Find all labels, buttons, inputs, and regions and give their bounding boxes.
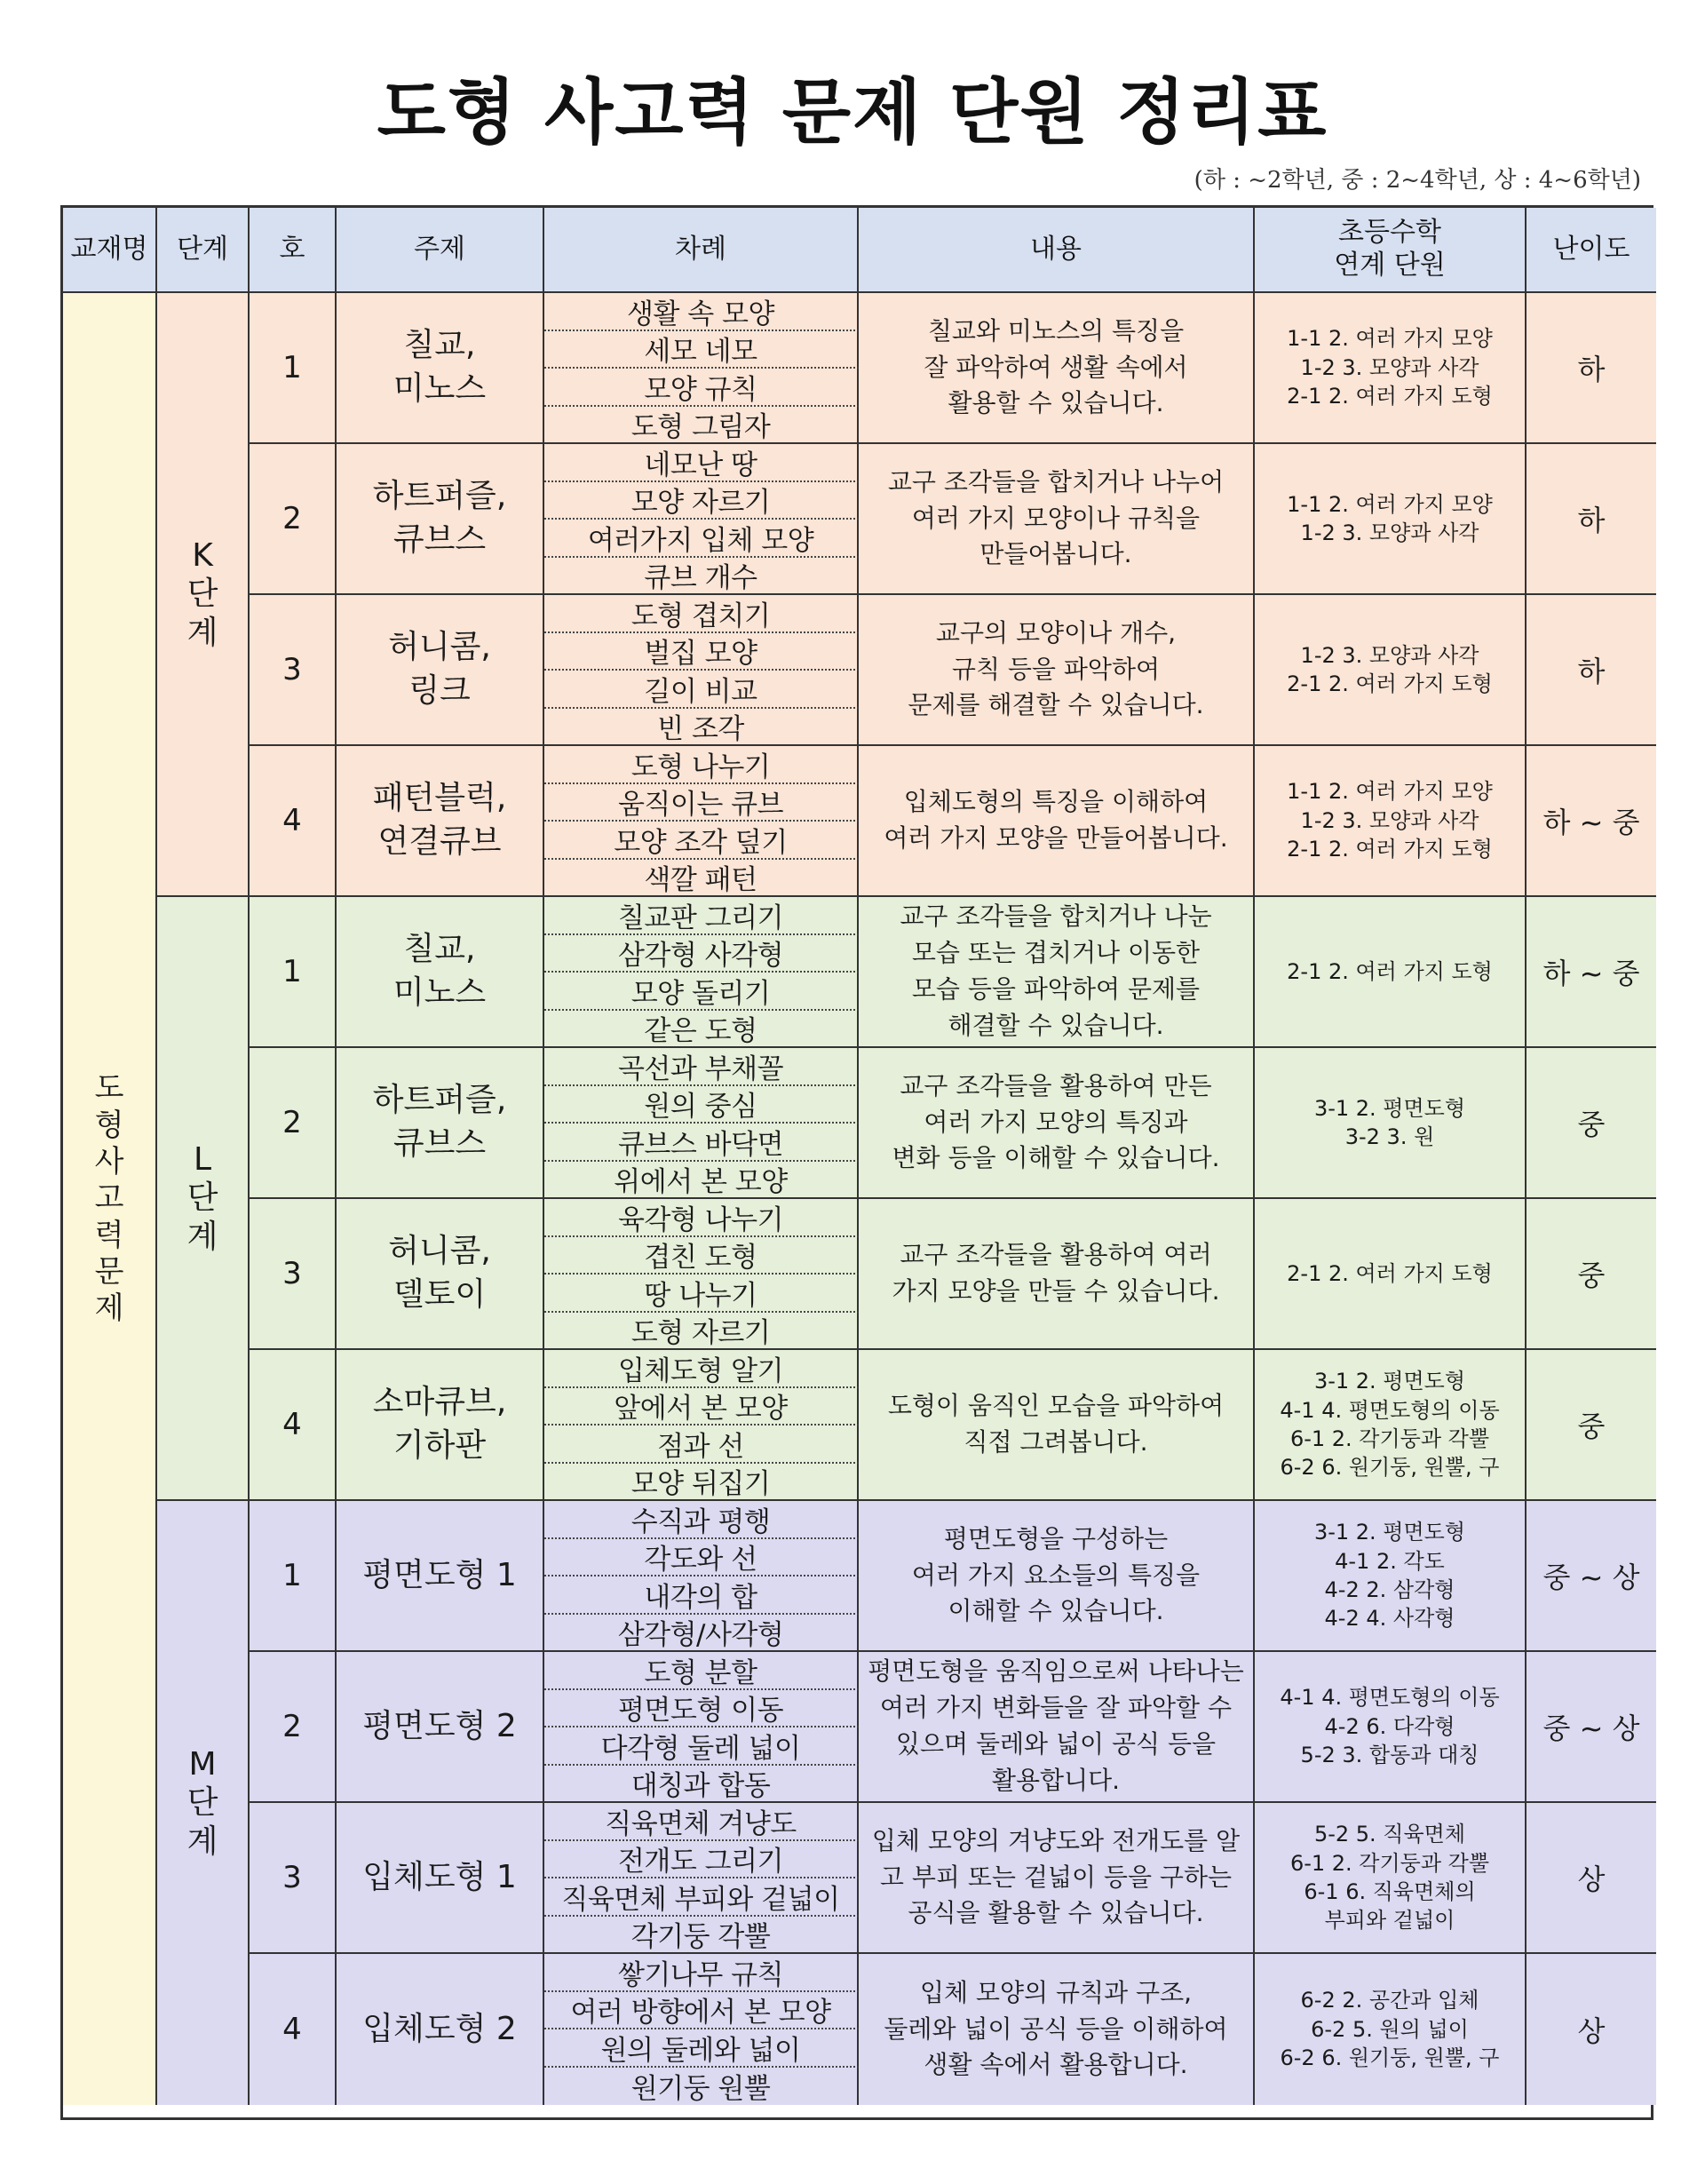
contents-item: 원기둥 원뿔	[544, 2068, 859, 2106]
issue-number: 1	[250, 897, 337, 1048]
difficulty-cell: 중	[1527, 1199, 1656, 1350]
issue-number: 3	[250, 1803, 337, 1954]
header-stage: 단계	[157, 208, 250, 293]
contents-item: 곡선과 부채꼴	[544, 1048, 859, 1086]
issue-number: 4	[250, 1954, 337, 2105]
contents-item: 색깔 패턴	[544, 860, 859, 898]
contents-item: 모양 규칙	[544, 369, 859, 407]
book-name-char: 문	[94, 1254, 124, 1291]
stage-label-char: 단	[186, 576, 218, 613]
contents-item: 네모난 땅	[544, 444, 859, 482]
stage-label-char: 계	[186, 614, 218, 651]
topic-cell: 칠교, 미노스	[337, 897, 544, 1048]
topic-cell: 칠교, 미노스	[337, 293, 544, 444]
contents-item: 길이 비교	[544, 671, 859, 709]
issue-number: 4	[250, 1350, 337, 1501]
contents-item: 앞에서 본 모양	[544, 1388, 859, 1426]
stage-label-char: M	[188, 1745, 217, 1783]
issue-number: 4	[250, 746, 337, 897]
topic-cell: 패턴블럭, 연결큐브	[337, 746, 544, 897]
contents-item: 직육면체 겨냥도	[544, 1803, 859, 1841]
linked-units-cell: 2-1 2. 여러 가지 도형	[1255, 897, 1527, 1048]
contents-item: 평면도형 이동	[544, 1690, 859, 1728]
description-cell: 입체 모양의 겨냥도와 전개도를 알 고 부피 또는 겉넓이 등을 구하는 공식을 활용할 수 있습니다.	[859, 1803, 1255, 1954]
contents-item: 생활 속 모양	[544, 293, 859, 331]
book-name-char: 제	[94, 1291, 124, 1327]
linked-units-cell: 1-1 2. 여러 가지 모양 1-2 3. 모양과 사각	[1255, 444, 1527, 595]
contents-item: 모양 자르기	[544, 482, 859, 520]
book-name-char: 형	[94, 1107, 124, 1143]
contents-item: 각도와 선	[544, 1539, 859, 1577]
description-cell: 입체도형의 특징을 이해하여 여러 가지 모양을 만들어봅니다.	[859, 746, 1255, 897]
difficulty-cell: 상	[1527, 1803, 1656, 1954]
description-cell: 교구 조각들을 활용하여 만든 여러 가지 모양의 특징과 변화 등을 이해할 수 있습니다.	[859, 1048, 1255, 1199]
book-name-char: 력	[94, 1217, 124, 1253]
linked-units-cell: 2-1 2. 여러 가지 도형	[1255, 1199, 1527, 1350]
header-number: 호	[250, 208, 337, 293]
header-topic: 주제	[337, 208, 544, 293]
linked-units-cell: 1-1 2. 여러 가지 모양 1-2 3. 모양과 사각 2-1 2. 여러 가지 도형	[1255, 293, 1527, 444]
difficulty-cell: 하	[1527, 595, 1656, 746]
difficulty-cell: 하 ~ 중	[1527, 746, 1656, 897]
header-contents: 차례	[544, 208, 859, 293]
linked-units-cell: 3-1 2. 평면도형 4-1 2. 각도 4-2 2. 삼각형 4-2 4. 사각형	[1255, 1501, 1527, 1652]
contents-item: 입체도형 알기	[544, 1350, 859, 1388]
issue-number: 2	[250, 1652, 337, 1803]
contents-item: 원의 둘레와 넓이	[544, 2029, 859, 2068]
contents-item: 점과 선	[544, 1426, 859, 1464]
header-book: 교재명	[63, 208, 157, 293]
contents-item: 내각의 합	[544, 1576, 859, 1615]
topic-cell: 입체도형 1	[337, 1803, 544, 1954]
difficulty-cell: 중	[1527, 1048, 1656, 1199]
difficulty-cell: 하 ~ 중	[1527, 897, 1656, 1048]
stage-label-char: L	[193, 1140, 212, 1178]
description-cell: 입체 모양의 규칙과 구조, 둘레와 넓이 공식 등을 이해하여 생활 속에서 활용합니다.	[859, 1954, 1255, 2105]
contents-item: 전개도 그리기	[544, 1841, 859, 1879]
description-cell: 교구 조각들을 합치거나 나누어 여러 가지 모양이나 규칙을 만들어봅니다.	[859, 444, 1255, 595]
stage-label-char: K	[192, 536, 213, 574]
issue-number: 1	[250, 1501, 337, 1652]
linked-units-cell: 4-1 4. 평면도형의 이동 4-2 6. 다각형 5-2 3. 합동과 대칭	[1255, 1652, 1527, 1803]
linked-units-cell: 3-1 2. 평면도형 3-2 3. 원	[1255, 1048, 1527, 1199]
header-units: 초등수학 연계 단원	[1255, 208, 1527, 293]
contents-item: 삼각형/사각형	[544, 1615, 859, 1653]
stage-label-char: 단	[186, 1179, 218, 1217]
difficulty-legend: (하 : ~2학년, 중 : 2~4학년, 상 : 4~6학년)	[1194, 167, 1641, 194]
contents-item: 같은 도형	[544, 1011, 859, 1049]
contents-item: 겹친 도형	[544, 1237, 859, 1275]
topic-cell: 하트퍼즐, 큐브스	[337, 444, 544, 595]
contents-item: 큐브 개수	[544, 558, 859, 596]
description-cell: 칠교와 미노스의 특징을 잘 파악하여 생활 속에서 활용할 수 있습니다.	[859, 293, 1255, 444]
contents-item: 직육면체 부피와 겉넓이	[544, 1878, 859, 1917]
contents-item: 삼각형 사각형	[544, 935, 859, 973]
contents-item: 도형 겹치기	[544, 595, 859, 633]
difficulty-cell: 중 ~ 상	[1527, 1652, 1656, 1803]
contents-item: 세모 네모	[544, 331, 859, 369]
topic-cell: 하트퍼즐, 큐브스	[337, 1048, 544, 1199]
contents-item: 여러 방향에서 본 모양	[544, 1992, 859, 2030]
contents-item: 각기둥 각뿔	[544, 1917, 859, 1955]
contents-item: 수직과 평행	[544, 1501, 859, 1539]
page-title: 도형 사고력 문제 단원 정리표	[377, 71, 1328, 154]
topic-cell: 허니콤, 델토이	[337, 1199, 544, 1350]
topic-cell: 소마큐브, 기하판	[337, 1350, 544, 1501]
issue-number: 3	[250, 595, 337, 746]
contents-item: 쌓기나무 규칙	[544, 1954, 859, 1992]
contents-item: 움직이는 큐브	[544, 784, 859, 822]
stage-label-char: 계	[186, 1218, 218, 1255]
stage-label-char: 단	[186, 1784, 218, 1822]
stage-cell	[157, 897, 250, 1501]
contents-item: 칠교판 그리기	[544, 897, 859, 935]
contents-item: 원의 중심	[544, 1086, 859, 1124]
stage-cell	[157, 1501, 250, 2105]
contents-item: 위에서 본 모양	[544, 1162, 859, 1200]
contents-item: 다각형 둘레 넓이	[544, 1727, 859, 1766]
difficulty-cell: 중	[1527, 1350, 1656, 1501]
header-description: 내용	[859, 208, 1255, 293]
linked-units-cell: 1-1 2. 여러 가지 모양 1-2 3. 모양과 사각 2-1 2. 여러 가지 도형	[1255, 746, 1527, 897]
difficulty-cell: 중 ~ 상	[1527, 1501, 1656, 1652]
stage-label-char: 계	[186, 1823, 218, 1860]
description-cell: 도형이 움직인 모습을 파악하여 직접 그려봅니다.	[859, 1350, 1255, 1501]
issue-number: 1	[250, 293, 337, 444]
topic-cell: 입체도형 2	[337, 1954, 544, 2105]
contents-item: 큐브스 바닥면	[544, 1124, 859, 1162]
contents-item: 도형 나누기	[544, 746, 859, 784]
contents-item: 빈 조각	[544, 709, 859, 747]
topic-cell: 허니콤, 링크	[337, 595, 544, 746]
description-cell: 교구의 모양이나 개수, 규칙 등을 파악하여 문제를 해결할 수 있습니다.	[859, 595, 1255, 746]
contents-item: 벌집 모양	[544, 633, 859, 671]
topic-cell: 평면도형 1	[337, 1501, 544, 1652]
description-cell: 평면도형을 움직임으로써 나타나는 여러 가지 변화들을 잘 파악할 수 있으며 둘레와 넓이 공식 등을 활용합니다.	[859, 1652, 1255, 1803]
book-name-char: 사	[94, 1143, 124, 1179]
description-cell: 교구 조각들을 합치거나 나눈 모습 또는 겹치거나 이동한 모습 등을 파악하여 문제를 해결할 수 있습니다.	[859, 897, 1255, 1048]
issue-number: 3	[250, 1199, 337, 1350]
linked-units-cell: 5-2 5. 직육면체 6-1 2. 각기둥과 각뿔 6-1 6. 직육면체의 부피와 겉넓이	[1255, 1803, 1527, 1954]
difficulty-cell: 상	[1527, 1954, 1656, 2105]
contents-item: 모양 조각 덮기	[544, 822, 859, 860]
contents-item: 도형 그림자	[544, 407, 859, 445]
contents-item: 모양 뒤집기	[544, 1464, 859, 1502]
issue-number: 2	[250, 1048, 337, 1199]
book-name-cell	[63, 293, 157, 2105]
topic-cell: 평면도형 2	[337, 1652, 544, 1803]
linked-units-cell: 1-2 3. 모양과 사각 2-1 2. 여러 가지 도형	[1255, 595, 1527, 746]
contents-item: 도형 자르기	[544, 1313, 859, 1351]
contents-item: 모양 돌리기	[544, 973, 859, 1011]
description-cell: 교구 조각들을 활용하여 여러 가지 모양을 만들 수 있습니다.	[859, 1199, 1255, 1350]
issue-number: 2	[250, 444, 337, 595]
curriculum-table	[60, 205, 1653, 2120]
contents-item: 도형 분할	[544, 1652, 859, 1690]
contents-item: 육각형 나누기	[544, 1199, 859, 1237]
book-name-char: 도	[94, 1070, 124, 1107]
description-cell: 평면도형을 구성하는 여러 가지 요소들의 특징을 이해할 수 있습니다.	[859, 1501, 1255, 1652]
difficulty-cell: 하	[1527, 293, 1656, 444]
linked-units-cell: 3-1 2. 평면도형 4-1 4. 평면도형의 이동 6-1 2. 각기둥과 각뿔 6-2 6. 원기둥, 원뿔, 구	[1255, 1350, 1527, 1501]
linked-units-cell: 6-2 2. 공간과 입체 6-2 5. 원의 넓이 6-2 6. 원기둥, 원뿔, 구	[1255, 1954, 1527, 2105]
contents-item: 여러가지 입체 모양	[544, 520, 859, 558]
header-difficulty: 난이도	[1527, 208, 1656, 293]
difficulty-cell: 하	[1527, 444, 1656, 595]
book-name-char: 고	[94, 1180, 124, 1217]
contents-item: 땅 나누기	[544, 1275, 859, 1313]
contents-item: 대칭과 합동	[544, 1766, 859, 1804]
stage-cell	[157, 293, 250, 897]
